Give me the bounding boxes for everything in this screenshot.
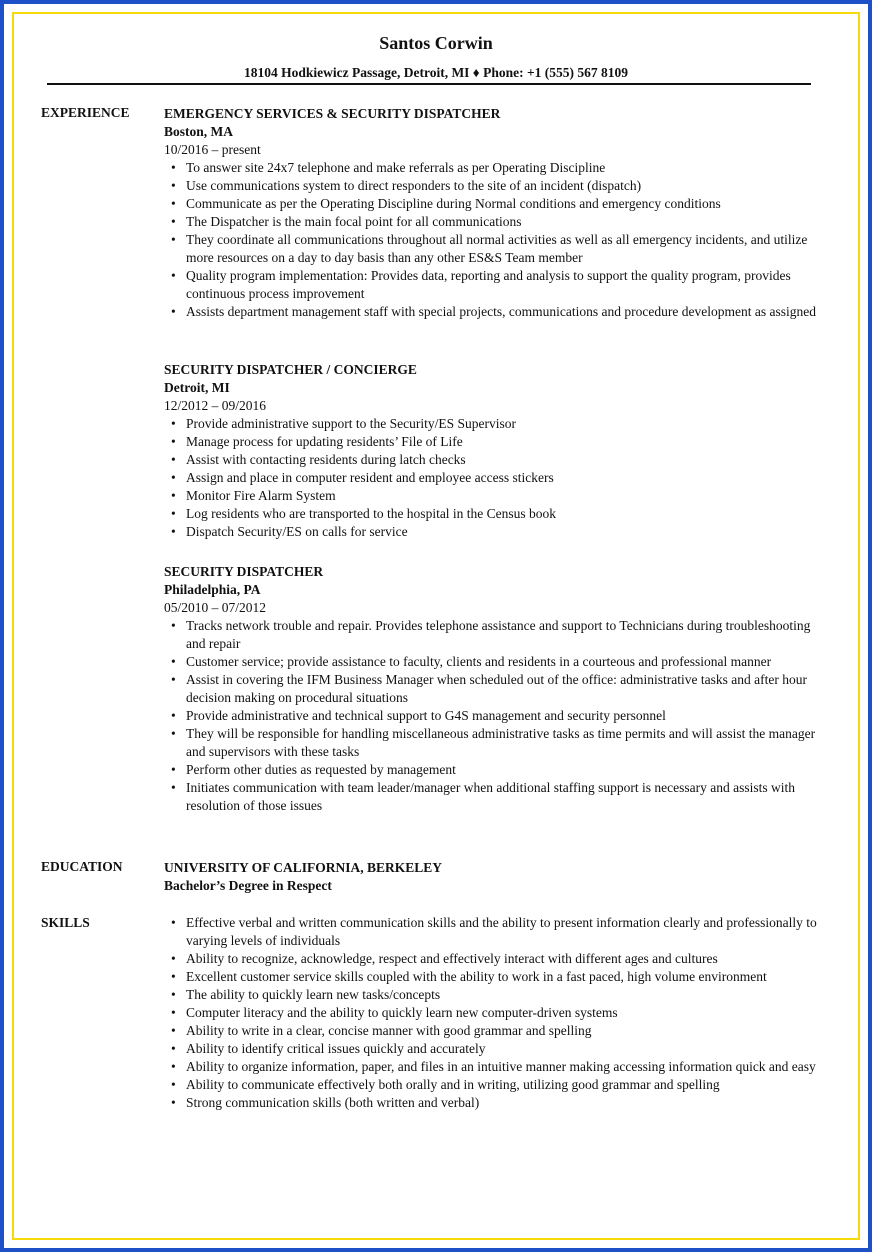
section-label-skills: SKILLS xyxy=(41,915,90,930)
list-item: • Manage process for updating residents’ File of Life xyxy=(164,433,824,451)
list-item: • Monitor Fire Alarm System xyxy=(164,487,824,505)
job-location: Boston, MA xyxy=(164,124,234,139)
school-name: UNIVERSITY OF CALIFORNIA, BERKELEY xyxy=(164,860,443,875)
list-item: • The Dispatcher is the main focal point for all communications xyxy=(164,213,824,231)
skills-list xyxy=(164,914,824,1112)
list-item: • Initiates communication with team leader/manager when additional staffing support is necessary and assists with resolution of those issues xyxy=(164,779,824,815)
list-item: • Perform other duties as requested by management xyxy=(164,761,824,779)
list-item: • Provide administrative and technical support to G4S management and security personnel xyxy=(164,707,824,725)
list-item: • Provide administrative support to the Security/ES Supervisor xyxy=(164,415,824,433)
list-item: • Quality program implementation: Provides data, reporting and analysis to support the quality program, provides continuous process improvement xyxy=(164,267,824,303)
job-bullets xyxy=(164,415,824,541)
job-title: EMERGENCY SERVICES & SECURITY DISPATCHER xyxy=(164,106,501,121)
list-item: • Assist with contacting residents during latch checks xyxy=(164,451,824,469)
list-item: • Ability to write in a clear, concise manner with good grammar and spelling xyxy=(164,1022,824,1040)
job-entry xyxy=(164,361,824,541)
education-entry xyxy=(164,859,824,895)
list-item: • Excellent customer service skills coupled with the ability to work in a fast paced, high volume environment xyxy=(164,968,824,986)
list-item: • Ability to organize information, paper, and files in an intuitive manner making accessing information quick and easy xyxy=(164,1058,824,1076)
job-bullets xyxy=(164,617,824,815)
list-item: • Use communications system to direct responders to the site of an incident (dispatch) xyxy=(164,177,824,195)
job-bullets xyxy=(164,159,824,321)
job-dates: 05/2010 – 07/2012 xyxy=(164,600,267,615)
job-location: Detroit, MI xyxy=(164,380,230,395)
list-item: • Dispatch Security/ES on calls for service xyxy=(164,523,824,541)
job-dates: 10/2016 – present xyxy=(164,142,261,157)
list-item: • They coordinate all communications throughout all normal activities as well as all emergency incidents, and utilize more resources on a day to day basis than any other ES&S Team member xyxy=(164,231,824,267)
list-item: • Effective verbal and written communication skills and the ability to present information clearly and professionally to varying levels of individuals xyxy=(164,914,824,950)
job-title: SECURITY DISPATCHER xyxy=(164,564,324,579)
list-item: • Tracks network trouble and repair. Provides telephone assistance and support to Technicians during troubleshooting and repair xyxy=(164,617,824,653)
section-label-experience: EXPERIENCE xyxy=(41,105,130,120)
job-dates: 12/2012 – 09/2016 xyxy=(164,398,267,413)
candidate-name: Santos Corwin xyxy=(379,33,493,53)
job-location: Philadelphia, PA xyxy=(164,582,261,597)
list-item: • To answer site 24x7 telephone and make referrals as per Operating Discipline xyxy=(164,159,824,177)
skills-entry xyxy=(164,914,824,1112)
list-item: • Communicate as per the Operating Discipline during Normal conditions and emergency conditions xyxy=(164,195,824,213)
contact-line: 18104 Hodkiewicz Passage, Detroit, MI ♦ Phone: +1 (555) 567 8109 xyxy=(243,65,629,80)
list-item: • Assign and place in computer resident and employee access stickers xyxy=(164,469,824,487)
list-item: • Strong communication skills (both written and verbal) xyxy=(164,1094,824,1112)
job-title: SECURITY DISPATCHER / CONCIERGE xyxy=(164,362,417,377)
list-item: • The ability to quickly learn new tasks/concepts xyxy=(164,986,824,1004)
list-item: • Log residents who are transported to the hospital in the Census book xyxy=(164,505,824,523)
list-item: • Computer literacy and the ability to quickly learn new computer-driven systems xyxy=(164,1004,824,1022)
list-item: • Ability to communicate effectively both orally and in writing, utilizing good grammar and spelling xyxy=(164,1076,824,1094)
list-item: • Customer service; provide assistance to faculty, clients and residents in a courteous and professional manner xyxy=(164,653,824,671)
list-item: • Ability to recognize, acknowledge, respect and effectively interact with different ages and cultures xyxy=(164,950,824,968)
list-item: • Assists department management staff with special projects, communications and procedure development as assigned xyxy=(164,303,824,321)
list-item: • Ability to identify critical issues quickly and accurately xyxy=(164,1040,824,1058)
list-item: • Assist in covering the IFM Business Manager when scheduled out of the office: administrative tasks and after hour decision making on procedural situations xyxy=(164,671,824,707)
list-item: • They will be responsible for handling miscellaneous administrative tasks as time permits and will assist the manager and supervisors with these tasks xyxy=(164,725,824,761)
degree: Bachelor’s Degree in Respect xyxy=(164,878,332,893)
section-label-education: EDUCATION xyxy=(41,859,123,874)
job-entry xyxy=(164,105,824,321)
job-entry xyxy=(164,563,824,815)
header-divider xyxy=(47,83,811,85)
